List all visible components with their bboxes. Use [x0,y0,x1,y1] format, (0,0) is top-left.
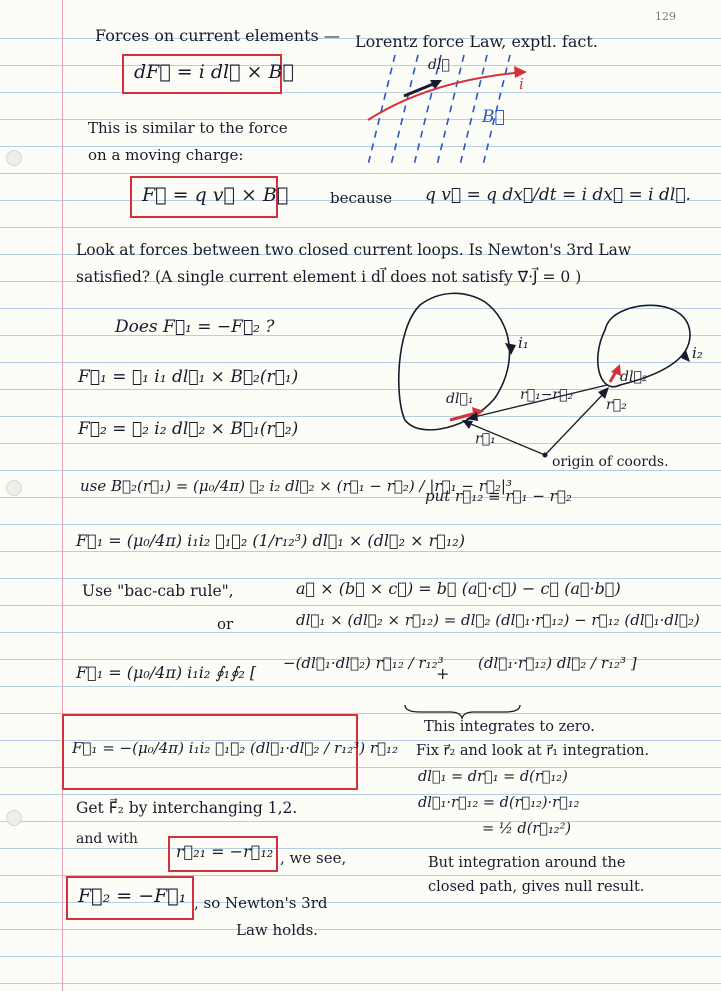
page-subtitle: Lorentz force Law, exptl. fact. [355,32,598,51]
fig2-r2-label: r⃗₂ [606,397,627,413]
zero-note-2: Fix r⃗₂ and look at r⃗₁ integration. [416,743,650,759]
force-element-equation: dF⃗ = i dl⃗ × B⃗ [134,61,294,83]
similar-note-line2: on a moving charge: [88,146,244,164]
underbrace-path [405,705,520,718]
does-question: Does F⃗₁ = −F⃗₂ ? [115,317,275,337]
fig2-dl2-label: dl⃗₂ [620,369,648,385]
zero-note-7: closed path, gives null result. [428,879,645,895]
F1-split-plus: + [436,664,450,683]
because-equation: q v⃗ = q dx⃗/dt = i dx⃗ = i dl⃗. [425,185,691,205]
fig2-i1-label: i₁ [518,334,529,352]
zero-note-3: dl⃗₁ = dr⃗₁ = d(r⃗₁₂) [418,769,568,785]
newton-equation: F⃗₂ = −F⃗₁ [78,885,187,907]
and-with-label: and with [76,831,138,847]
fig2-r1-label: r⃗₁ [475,431,496,447]
fig2-i2-label: i₂ [692,344,703,362]
F1-split-lhs: F⃗₁ = (μ₀/4π) i₁i₂ ∮₁∮₂ [ [76,663,257,682]
F2-definition: F⃗₂ = ∮₂ i₂ dl⃗₂ × B⃗₁(r⃗₂) [78,419,299,439]
charge-force-equation: F⃗ = q v⃗ × B⃗ [142,184,289,206]
F1-split-term1: −(dl⃗₁·dl⃗₂) r⃗₁₂ / r₁₂³ [283,654,444,672]
bac-cab-rule: a⃗ × (b⃗ × c⃗) = b⃗ (a⃗·c⃗) − c⃗ (a⃗·b⃗) [296,579,621,598]
zero-note-4: dl⃗₁·r⃗₁₂ = d(r⃗₁₂)·r⃗₁₂ [418,795,580,811]
zero-note-6: But integration around the [428,855,626,871]
page-number: 129 [655,10,676,23]
we-see-text: , we see, [280,849,347,867]
because-word: because [330,189,393,207]
r21-equation: r⃗₂₁ = −r⃗₁₂ [176,842,274,861]
biot-savart-equation: use B⃗₂(r⃗₁) = (μ₀/4π) ∮₂ i₂ dl⃗₂ × (r⃗₁ − r⃗₂) / |r⃗₁ − r⃗₂|³ [80,477,512,495]
zero-note-1: This integrates to zero. [424,719,595,735]
bac-cab-applied: dl⃗₁ × (dl⃗₂ × r⃗₁₂) = dl⃗₂ (dl⃗₁·r⃗₁₂) − r⃗₁₂ (dl⃗₁·dl⃗₂) [296,611,700,629]
fig1-current-label: i [519,75,524,93]
page-title: Forces on current elements — [95,26,340,45]
F1-expanded-equation: F⃗₁ = (μ₀/4π) i₁i₂ ∮₁∮₂ (1/r₁₂³) dl⃗₁ × (dl⃗₂ × r⃗₁₂) [76,531,465,550]
F1-definition: F⃗₁ = ∮₁ i₁ dl⃗₁ × B⃗₂(r⃗₁) [78,367,299,387]
similar-note-line1: This is similar to the force [88,119,288,137]
F1-final-equation: F⃗₁ = −(μ₀/4π) i₁i₂ ∮₁∮₂ (dl⃗₁·dl⃗₂ / r₁₂³) r⃗₁₂ [72,739,399,757]
fig2-origin-label: origin of coords. [552,454,669,470]
r12-definition: put r⃗₁₂ ≡ r⃗₁ − r⃗₂ [425,487,572,505]
loops-question-line1: Look at forces between two closed current loops. Is Newton's 3rd Law [76,241,632,259]
bac-cab-label: Use "bac-cab rule", [82,582,234,600]
zero-note-5: = ½ d(r⃗₁₂²) [482,821,572,837]
F1-split-term2: (dl⃗₁·r⃗₁₂) dl⃗₂ / r₁₂³ ] [478,654,637,672]
get-F2-line: Get F⃗₂ by interchanging 1,2. [76,799,298,817]
newton-text-2: Law holds. [236,921,319,939]
fig2-r1-minus-r2-label: r⃗₁−r⃗₂ [520,387,574,403]
newton-text-1: , so Newton's 3rd [194,894,328,912]
loops-question-line2: satisfied? (A single current element i dl⃗ does not satisfy ∇⃗·J⃗ = 0 ) [76,268,582,286]
fig1-field-label: B⃗ [482,107,505,127]
or-word: or [217,615,234,633]
fig1-dl-label: dl⃗ [428,57,450,73]
fig2-dl1-label: dl⃗₁ [446,391,474,407]
